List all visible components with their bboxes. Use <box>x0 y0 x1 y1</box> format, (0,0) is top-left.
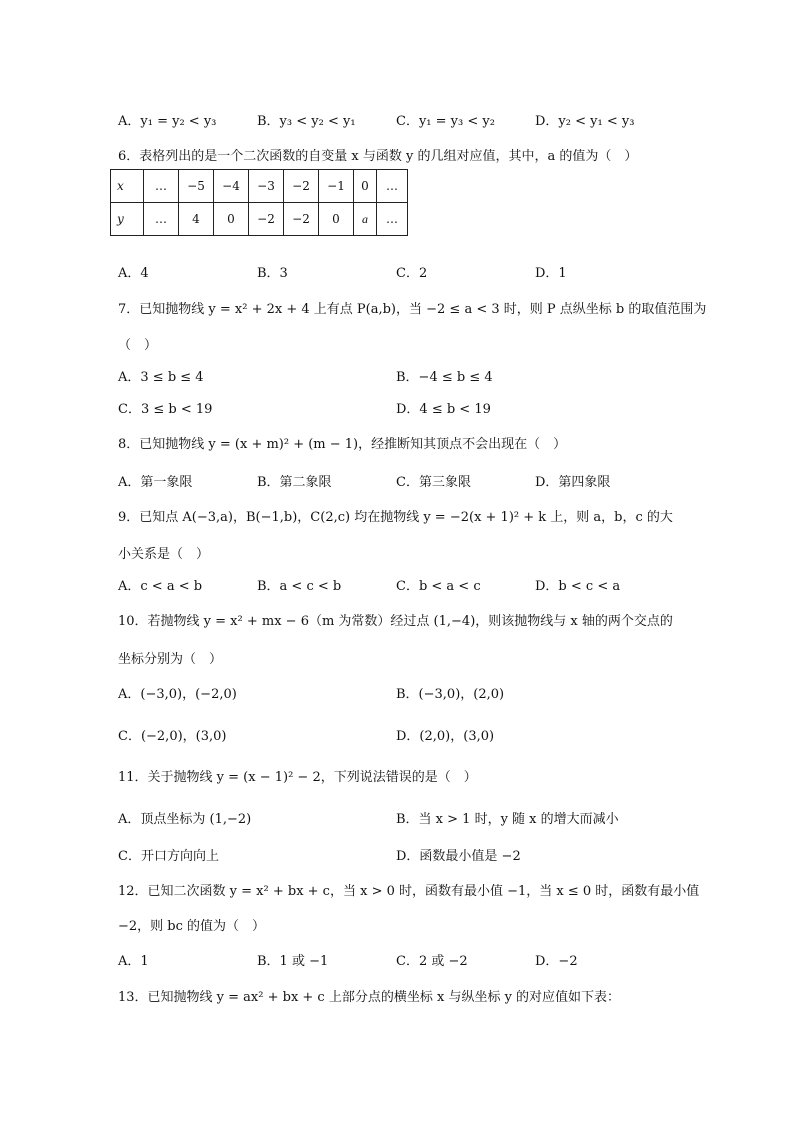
q8-option-b: B．第二象限 <box>257 475 332 490</box>
q7-stem-line2: （ ） <box>118 338 158 353</box>
table-cell: −2 <box>284 170 319 203</box>
q12-option-a: A．1 <box>118 954 149 969</box>
table-cell: … <box>377 170 408 203</box>
q6-stem: 6．表格列出的是一个二次函数的自变量 x 与函数 y 的几组对应值，其中，a 的值为（ ） <box>118 149 638 164</box>
table-cell: … <box>144 203 179 236</box>
table-cell: −4 <box>214 170 249 203</box>
table-cell: −2 <box>284 203 319 236</box>
q8-option-c: C．第三象限 <box>396 475 471 490</box>
q12-option-c: C．2 或 −2 <box>396 954 468 969</box>
q9-stem-line2: 小关系是（ ） <box>118 547 210 562</box>
q5-option-c: C．y₁ = y₃ < y₂ <box>396 114 495 129</box>
table-cell: … <box>377 203 408 236</box>
q9-option-d: D．b < c < a <box>535 579 621 594</box>
q7-option-b: B．−4 ≤ b ≤ 4 <box>396 370 493 385</box>
q6-option-b: B．3 <box>257 266 288 281</box>
table-row <box>111 203 408 236</box>
q7-stem-line1: 7．已知抛物线 y = x² + 2x + 4 上有点 P(a,b)，当 −2 ≤ a < 3 时，则 P 点纵坐标 b 的取值范围为 <box>118 302 707 317</box>
q11-option-c: C．开口方向向上 <box>118 849 219 864</box>
q8-option-a: A．第一象限 <box>118 475 193 490</box>
q6-option-d: D．1 <box>535 266 567 281</box>
table-cell: a <box>354 203 377 236</box>
q11-option-a: A．顶点坐标为 (1,−2) <box>118 812 252 827</box>
table-cell: −3 <box>249 170 284 203</box>
q12-stem-line2: −2，则 bc 的值为（ ） <box>118 919 266 934</box>
q11-option-b: B．当 x > 1 时，y 随 x 的增大而减小 <box>396 812 619 827</box>
q12-option-d: D．−2 <box>535 954 578 969</box>
q13-stem: 13．已知抛物线 y = ax² + bx + c 上部分点的横坐标 x 与纵坐标 y 的对应值如下表： <box>118 990 621 1005</box>
table-cell: −1 <box>319 170 354 203</box>
q9-option-b: B．a < c < b <box>257 579 342 594</box>
q10-stem-line1: 10．若抛物线 y = x² + mx − 6（m 为常数）经过点 (1,−4)，则该抛物线与 x 轴的两个交点的 <box>118 614 673 629</box>
q6-option-c: C．2 <box>396 266 428 281</box>
q10-option-a: A．(−3,0)，(−2,0) <box>118 687 237 702</box>
table-cell: −2 <box>249 203 284 236</box>
q10-stem-line2: 坐标分别为（ ） <box>118 652 223 667</box>
q11-option-d: D．函数最小值是 −2 <box>396 849 521 864</box>
table-cell: 0 <box>319 203 354 236</box>
table-cell: … <box>144 170 179 203</box>
table-cell: y <box>111 203 144 236</box>
q9-stem-line1: 9．已知点 A(−3,a)，B(−1,b)，C(2,c) 均在抛物线 y = −2(x + 1)² + k 上，则 a，b，c 的大 <box>118 510 673 525</box>
q9-option-c: C．b < a < c <box>396 579 481 594</box>
q6-value-table <box>110 169 408 236</box>
q7-option-c: C．3 ≤ b < 19 <box>118 402 213 417</box>
q5-option-a: A．y₁ = y₂ < y₃ <box>118 114 217 129</box>
q12-option-b: B．1 或 −1 <box>257 954 329 969</box>
table-cell: 0 <box>214 203 249 236</box>
q12-stem-line1: 12．已知二次函数 y = x² + bx + c，当 x > 0 时，函数有最小值 −1，当 x ≤ 0 时，函数有最小值 <box>118 884 700 899</box>
q8-stem: 8．已知抛物线 y = (x + m)² + (m − 1)，经推断知其顶点不会出现在（ ） <box>118 437 567 452</box>
table-cell: −5 <box>179 170 214 203</box>
q11-stem: 11．关于抛物线 y = (x − 1)² − 2，下列说法错误的是（ ） <box>118 770 477 785</box>
q7-option-d: D．4 ≤ b < 19 <box>396 402 491 417</box>
table-cell: 4 <box>179 203 214 236</box>
q5-option-b: B．y₃ < y₂ < y₁ <box>257 114 356 129</box>
table-cell: x <box>111 170 144 203</box>
q9-option-a: A．c < a < b <box>118 579 203 594</box>
q8-option-d: D．第四象限 <box>535 475 611 490</box>
q5-option-d: D．y₂ < y₁ < y₃ <box>535 114 635 129</box>
q6-option-a: A．4 <box>118 266 149 281</box>
q10-option-b: B．(−3,0)，(2,0) <box>396 687 505 702</box>
q7-option-a: A．3 ≤ b ≤ 4 <box>118 370 204 385</box>
table-row <box>111 170 408 203</box>
q10-option-d: D．(2,0)，(3,0) <box>396 729 495 744</box>
q10-option-c: C．(−2,0)，(3,0) <box>118 729 227 744</box>
table-cell: 0 <box>354 170 377 203</box>
